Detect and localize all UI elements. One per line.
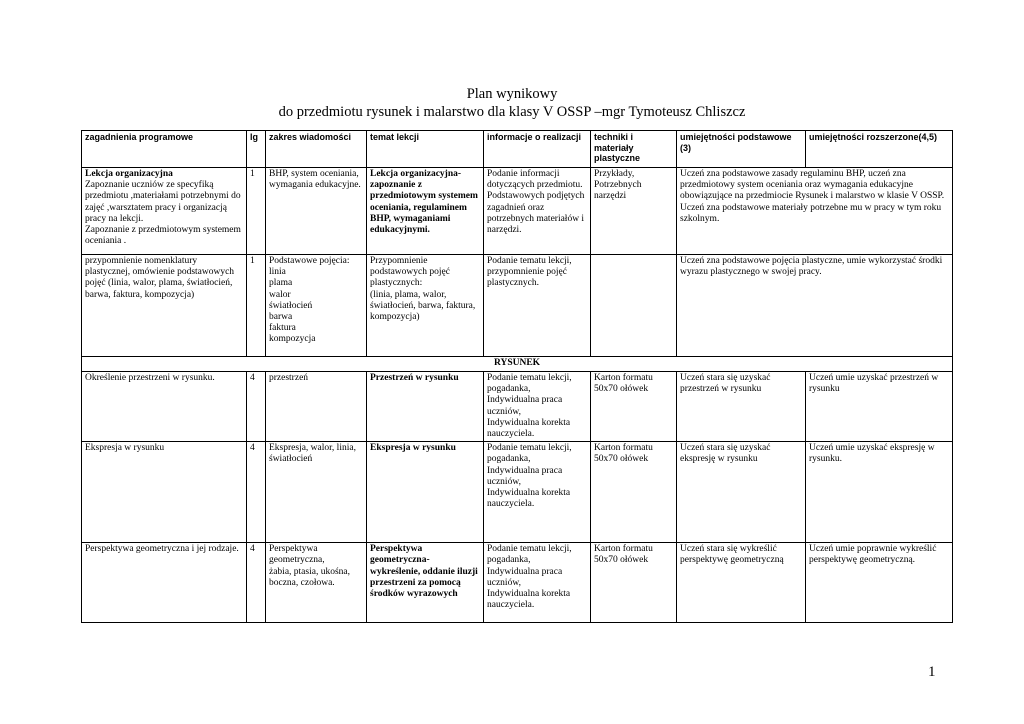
header-cell: informacje o realizacji xyxy=(484,131,591,168)
techniques-cell: Karton formatu 50x70 ołówek xyxy=(591,543,677,623)
header-cell: zakres wiadomości xyxy=(266,131,367,168)
section-heading: RYSUNEK xyxy=(82,357,953,372)
table-row xyxy=(82,442,953,543)
hours-cell: 1 xyxy=(247,255,266,357)
topic-cell: Określenie przestrzeni w rysunku. xyxy=(82,372,247,442)
knowledge-cell: Perspektywa geometryczna, żabia, ptasia, ukośna, boczna, czołowa. xyxy=(266,543,367,623)
section-row xyxy=(82,357,953,372)
lesson-cell: Perspektywa geometryczna- wykreślenie, oddanie iluzji przestrzeni za pomocą środków wyrazowych xyxy=(367,543,484,623)
topic-cell xyxy=(82,168,247,255)
basic-skills-cell: Uczeń stara się uzyskać ekspresję w rysunku xyxy=(677,442,806,543)
extended-skills-cell: Uczeń umie poprawnie wykreślić perspektywę geometryczną. xyxy=(806,543,953,623)
hours-cell: 4 xyxy=(247,442,266,543)
info-cell: Podanie tematu lekcji, pogadanka, Indywidualna praca uczniów, Indywidualna korekta nauczyciela. xyxy=(484,442,591,543)
header-cell: techniki i materiały plastyczne xyxy=(591,131,677,168)
info-cell: Podanie tematu lekcji, pogadanka, Indywidualna praca uczniów, Indywidualna korekta nauczyciela. xyxy=(484,543,591,623)
page-number: 1 xyxy=(928,664,936,680)
lesson-cell: Przestrzeń w rysunku xyxy=(367,372,484,442)
extended-skills-cell: Uczeń umie uzyskać ekspresję w rysunku. xyxy=(806,442,953,543)
lesson-cell: Lekcja organizacyjna- zapoznanie z przedmiotowym systemem oceniania, regulaminem BHP, wymaganiami edukacyjnymi. xyxy=(367,168,484,255)
info-cell: Podanie informacji dotyczących przedmiotu. Podstawowych podjętych zagadnień oraz potrzebnych materiałów i narzędzi. xyxy=(484,168,591,255)
knowledge-cell: Podstawowe pojęcia: linia plama walor światłocień barwa faktura kompozycja xyxy=(266,255,367,357)
table-row xyxy=(82,168,953,255)
header-cell: lg xyxy=(247,131,266,168)
table-row xyxy=(82,543,953,623)
techniques-cell: Przykłady, Potrzebnych narzędzi xyxy=(591,168,677,255)
table-row xyxy=(82,255,953,357)
hours-cell: 4 xyxy=(247,543,266,623)
basic-skills-cell: Uczeń stara się wykreślić perspektywę geometryczną xyxy=(677,543,806,623)
techniques-cell: Karton formatu 50x70 ołówek xyxy=(591,372,677,442)
skills-cell: Uczeń zna podstawowe pojęcia plastyczne, umie wykorzystać środki wyrazu plastycznego w swojej pracy. xyxy=(677,255,953,357)
topic-text: Zapoznanie uczniów ze specyfiką przedmiotu ,materiałami potrzebnymi do zajęć ,warsztatem pracy i organizacją pracy na lekcji. Zapoznanie z przedmiotowym systemem oceniania . xyxy=(85,180,241,247)
header-cell: zagadnienia programowe xyxy=(82,131,247,168)
extended-skills-cell: Uczeń umie uzyskać przestrzeń w rysunku xyxy=(806,372,953,442)
basic-skills-cell: Uczeń stara się uzyskać przestrzeń w rysunku xyxy=(677,372,806,442)
techniques-cell: Karton formatu 50x70 ołówek xyxy=(591,442,677,543)
info-cell: Podanie tematu lekcji, pogadanka, Indywidualna praca uczniów, Indywidualna korekta nauczyciela. xyxy=(484,372,591,442)
document-title: Plan wynikowy xyxy=(466,86,558,102)
header-cell: umiejętności podstawowe (3) xyxy=(677,131,806,168)
topic-cell: Perspektywa geometryczna i jej rodzaje. xyxy=(82,543,247,623)
document-subtitle: do przedmiotu rysunek i malarstwo dla klasy V OSSP –mgr Tymoteusz Chliszcz xyxy=(278,104,746,120)
topic-title: Lekcja organizacyjna xyxy=(85,169,173,179)
knowledge-cell: przestrzeń xyxy=(266,372,367,442)
skills-cell: Uczeń zna podstawowe zasady regulaminu BHP, uczeń zna przedmiotowy system oceniania oraz wymagania edukacyjne obowiązujące na przedmiocie Rysunek i malarstwo w klasie V OSSP. Uczeń zna podstawowe materiały potrzebne mu w pracy w tym roku szkolnym. xyxy=(677,168,953,255)
topic-cell: przypomnienie nomenklatury plastycznej, omówienie podstawowych pojęć (linia, walor, plama, światłocień, barwa, faktura, kompozycja) xyxy=(82,255,247,357)
techniques-cell xyxy=(591,255,677,357)
topic-cell: Ekspresja w rysunku xyxy=(82,442,247,543)
info-cell: Podanie tematu lekcji, przypomnienie pojęć plastycznych. xyxy=(484,255,591,357)
header-row xyxy=(82,131,953,168)
table-row xyxy=(82,372,953,442)
hours-cell: 1 xyxy=(247,168,266,255)
hours-cell: 4 xyxy=(247,372,266,442)
header-cell: temat lekcji xyxy=(367,131,484,168)
header-cell: umiejętności rozszerzone(4,5) xyxy=(806,131,953,168)
knowledge-cell: BHP, system oceniania, wymagania edukacyjne. xyxy=(266,168,367,255)
lesson-cell: Ekspresja w rysunku xyxy=(367,442,484,543)
plan-table xyxy=(81,130,953,623)
lesson-cell: Przypomnienie podstawowych pojęć plastycznych: (linia, plama, walor, światłocień, barwa, faktura, kompozycja) xyxy=(367,255,484,357)
knowledge-cell: Ekspresja, walor, linia, światłocień xyxy=(266,442,367,543)
